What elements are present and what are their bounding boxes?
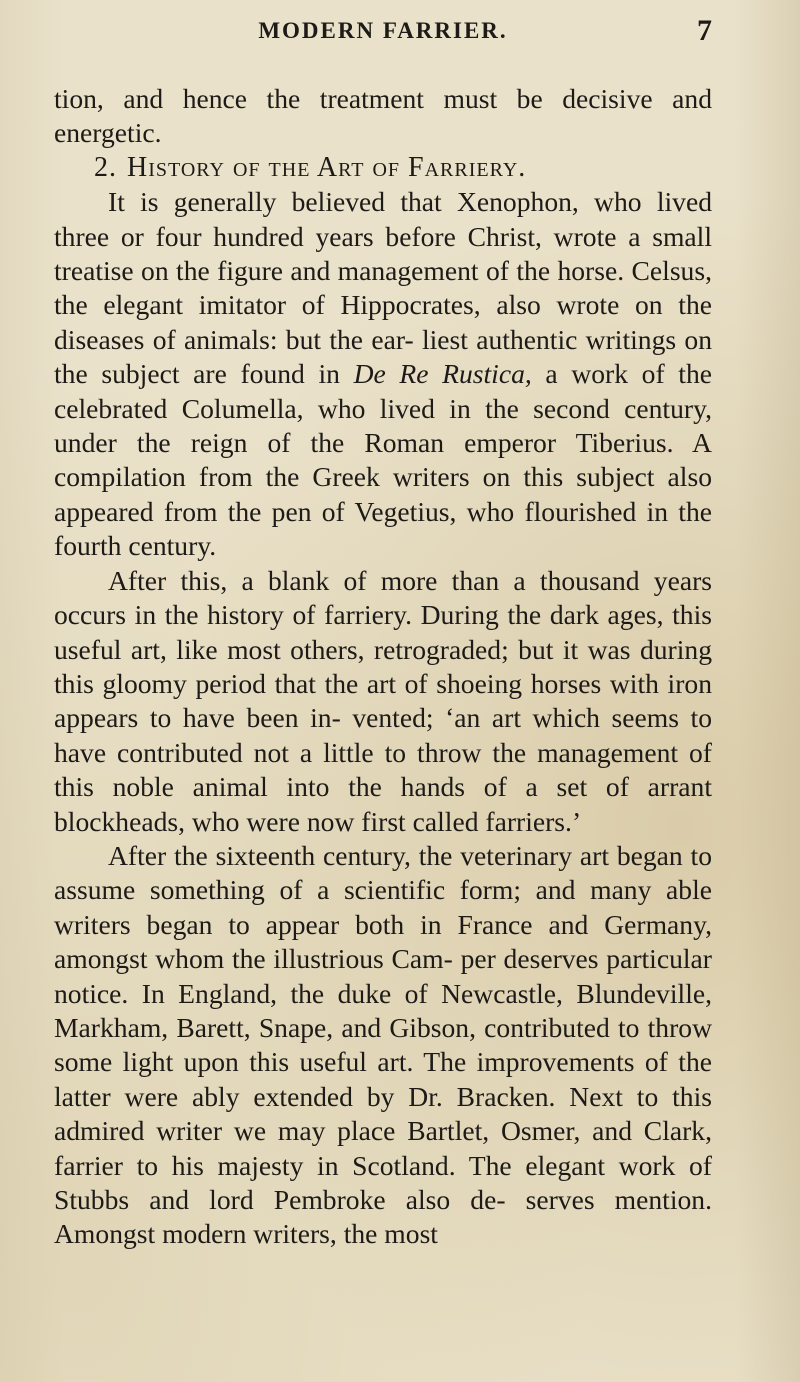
- running-head: [54, 14, 712, 54]
- paragraph-xenophon: [54, 185, 712, 563]
- book-title-de-re-rustica: De Re Rustica,: [353, 358, 532, 390]
- section-number: 2.: [94, 151, 117, 183]
- paragraph-sixteenth-century: [54, 839, 712, 1252]
- paragraph-dark-ages-text: After this, a blank of more than a thousand years occurs in the history of farriery. During the dark ages, this useful art, like most others, retrograded; but it was during this gloomy period that the art of shoeing horses with iron appears to have been in- vented; ‘an art which seems to have contributed not a little to throw the management of this noble animal into the hands of a set of arrant blockheads, who were now first called farriers.’: [54, 564, 712, 837]
- paragraph-xenophon-text-a: It is generally believed that Xenophon, who lived three or four hundred years before Christ, wrote a small treatise on the figure and management of the horse. Celsus, the elegant imitator of Hippocrates, also wrote on the diseases of animals: but the ear- liest authentic writings on the subject are found in: [54, 186, 712, 390]
- paragraph-continuation-text: tion, and hence the treatment must be decisive and energetic.: [54, 83, 712, 149]
- page-number: 7: [697, 14, 712, 47]
- paragraph-xenophon-text-b: a work of the celebrated Columella, who lived in the second century, under the reign of the Roman emperor Tiberius. A compilation from the Greek writers on this subject also appeared from the pen of Vegetius, who flourished in the fourth century.: [54, 358, 712, 562]
- section-title: History of the Art of Farriery.: [127, 151, 527, 183]
- body-text: [54, 82, 712, 1252]
- section-heading: [54, 151, 712, 185]
- paragraph-dark-ages: [54, 564, 712, 839]
- paragraph-sixteenth-century-text: After the sixteenth century, the veterinary art began to assume something of a scientific form; and many able writers began to appear both in France and Germany, amongst whom the illustrious Cam- per deserves particular notice. In England, the duke of Newcastle, Blundeville, Markham, Barett, Snape, and Gibson, contributed to throw some light upon this useful art. The improvements of the latter were ably extended by Dr. Bracken. Next to this admired writer we may place Bartlet, Osmer, and Clark, farrier to his majesty in Scotland. The elegant work of Stubbs and lord Pembroke also de- serves mention. Amongst modern writers, the most: [54, 839, 712, 1250]
- running-title: MODERN FARRIER.: [258, 18, 508, 43]
- paragraph-continuation: [54, 82, 712, 151]
